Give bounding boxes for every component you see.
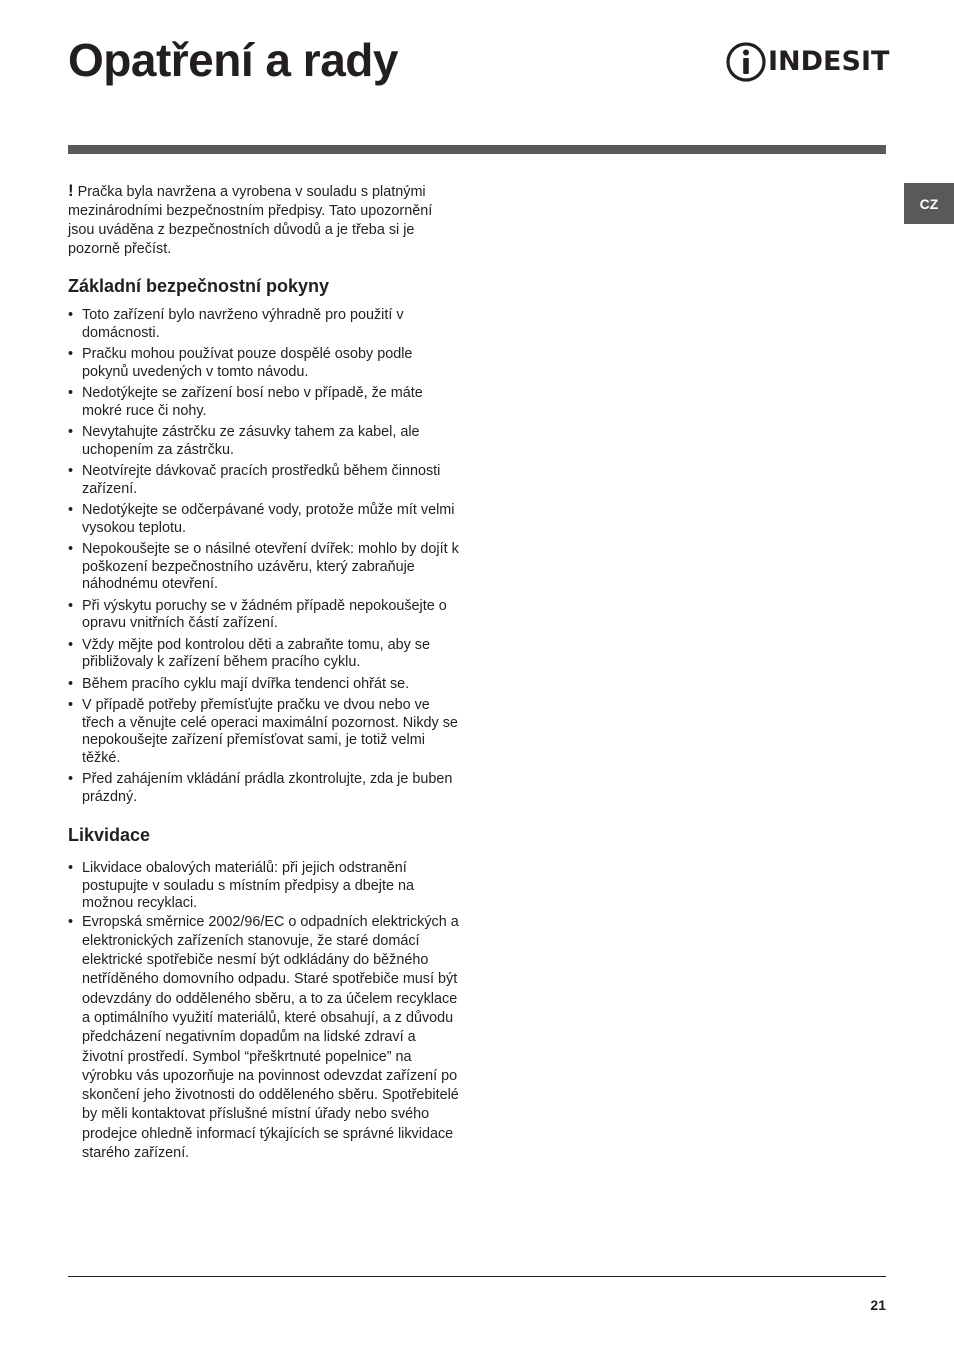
list-item: • V případě potřeby přemísťujte pračku ve dvou nebo ve třech a věnujte celé operaci maximální pozornost. Nikdy se nepokoušejte zařízení přemísťovat sami, je totiž velmi těžké.	[68, 697, 460, 767]
list-item: • Pračku mohou používat pouze dospělé osoby podle pokynů uvedených v tomto návodu.	[68, 346, 460, 381]
language-tab: CZ	[904, 183, 954, 224]
list-item: • Evropská směrnice 2002/96/EC o odpadních elektrických a elektronických zařízeních stanovuje, že staré domácí elektrické spotřebiče nesmí být odkládány do běžného netříděného domovního odpadu. Staré spotřebiče musí být odevzdány do odděleného sběru, a to za účelem recyklace a optimálního využití materiálů, které obsahují, a z důvodu předcházení negativním dopadům na lidské zdraví a životní prostředí. Symbol “přeškrtnuté popelnice” na výrobku vás upozorňuje na povinnost odevzdat zařízení po skončení jeho životnosti do odděleného sběru. Spotřebitelé by měli kontaktovat příslušné místní úřady nebo svého prodejce ohledně informací týkajících se správné likvidace starého zařízení.	[68, 913, 460, 1164]
list-item: • Neotvírejte dávkovač pracích prostředků během činnosti zařízení.	[68, 463, 460, 498]
header-divider	[68, 145, 886, 154]
logo-text: INDESIT	[768, 46, 890, 77]
list-item: • Nevytahujte zástrčku ze zásuvky tahem za kabel, ale uchopením za zástrčku.	[68, 424, 460, 459]
footer-divider	[68, 1276, 886, 1277]
intro-text: Pračka byla navržena a vyrobena v souladu s platnými mezinárodními bezpečnostním předpisy. Tato upozornění jsou uváděna z bezpečnostních důvodů a je třeba si je pozorně přečíst.	[68, 184, 433, 257]
list-item: • Před zahájením vkládání prádla zkontrolujte, zda je buben prázdný.	[68, 771, 460, 806]
page-number: 21	[870, 1297, 886, 1313]
page-title: Opatření a rady	[68, 34, 398, 86]
indesit-i-icon	[726, 40, 766, 84]
list-item: • Při výskytu poruchy se v žádném případě nepokoušejte o opravu vnitřních částí zařízení.	[68, 598, 460, 633]
indesit-logo	[726, 40, 889, 84]
list-item: • Likvidace obalových materiálů: při jejich odstranění postupujte v souladu s místním předpisy a dbejte na možnou recyklaci.	[68, 860, 460, 913]
list-item: • Vždy mějte pod kontrolou děti a zabraňte tomu, aby se přibližovaly k zařízení během pracího cyklu.	[68, 637, 460, 672]
warning-exclamation: !	[68, 181, 74, 200]
list-item: • Nepokoušejte se o násilné otevření dvířek: mohlo by dojít k poškození bezpečnostního uzávěru, který zabraňuje náhodnému otevření.	[68, 541, 460, 594]
section-heading-basic-safety: Základní bezpečnostní pokyny	[68, 276, 330, 296]
list-item: • Nedotýkejte se zařízení bosí nebo v případě, že máte mokré ruce či nohy.	[68, 385, 460, 420]
section-heading-disposal: Likvidace	[68, 825, 151, 845]
list-item: • Toto zařízení bylo navrženo výhradně pro použití v domácnosti.	[68, 307, 460, 342]
disposal-list	[68, 860, 460, 1163]
list-item: • Během pracího cyklu mají dvířka tendenci ohřát se.	[68, 676, 460, 694]
safety-list	[68, 307, 460, 806]
main-content	[68, 181, 460, 1163]
list-item: • Nedotýkejte se odčerpávané vody, protože může mít velmi vysokou teplotu.	[68, 502, 460, 537]
intro-paragraph	[68, 181, 460, 259]
